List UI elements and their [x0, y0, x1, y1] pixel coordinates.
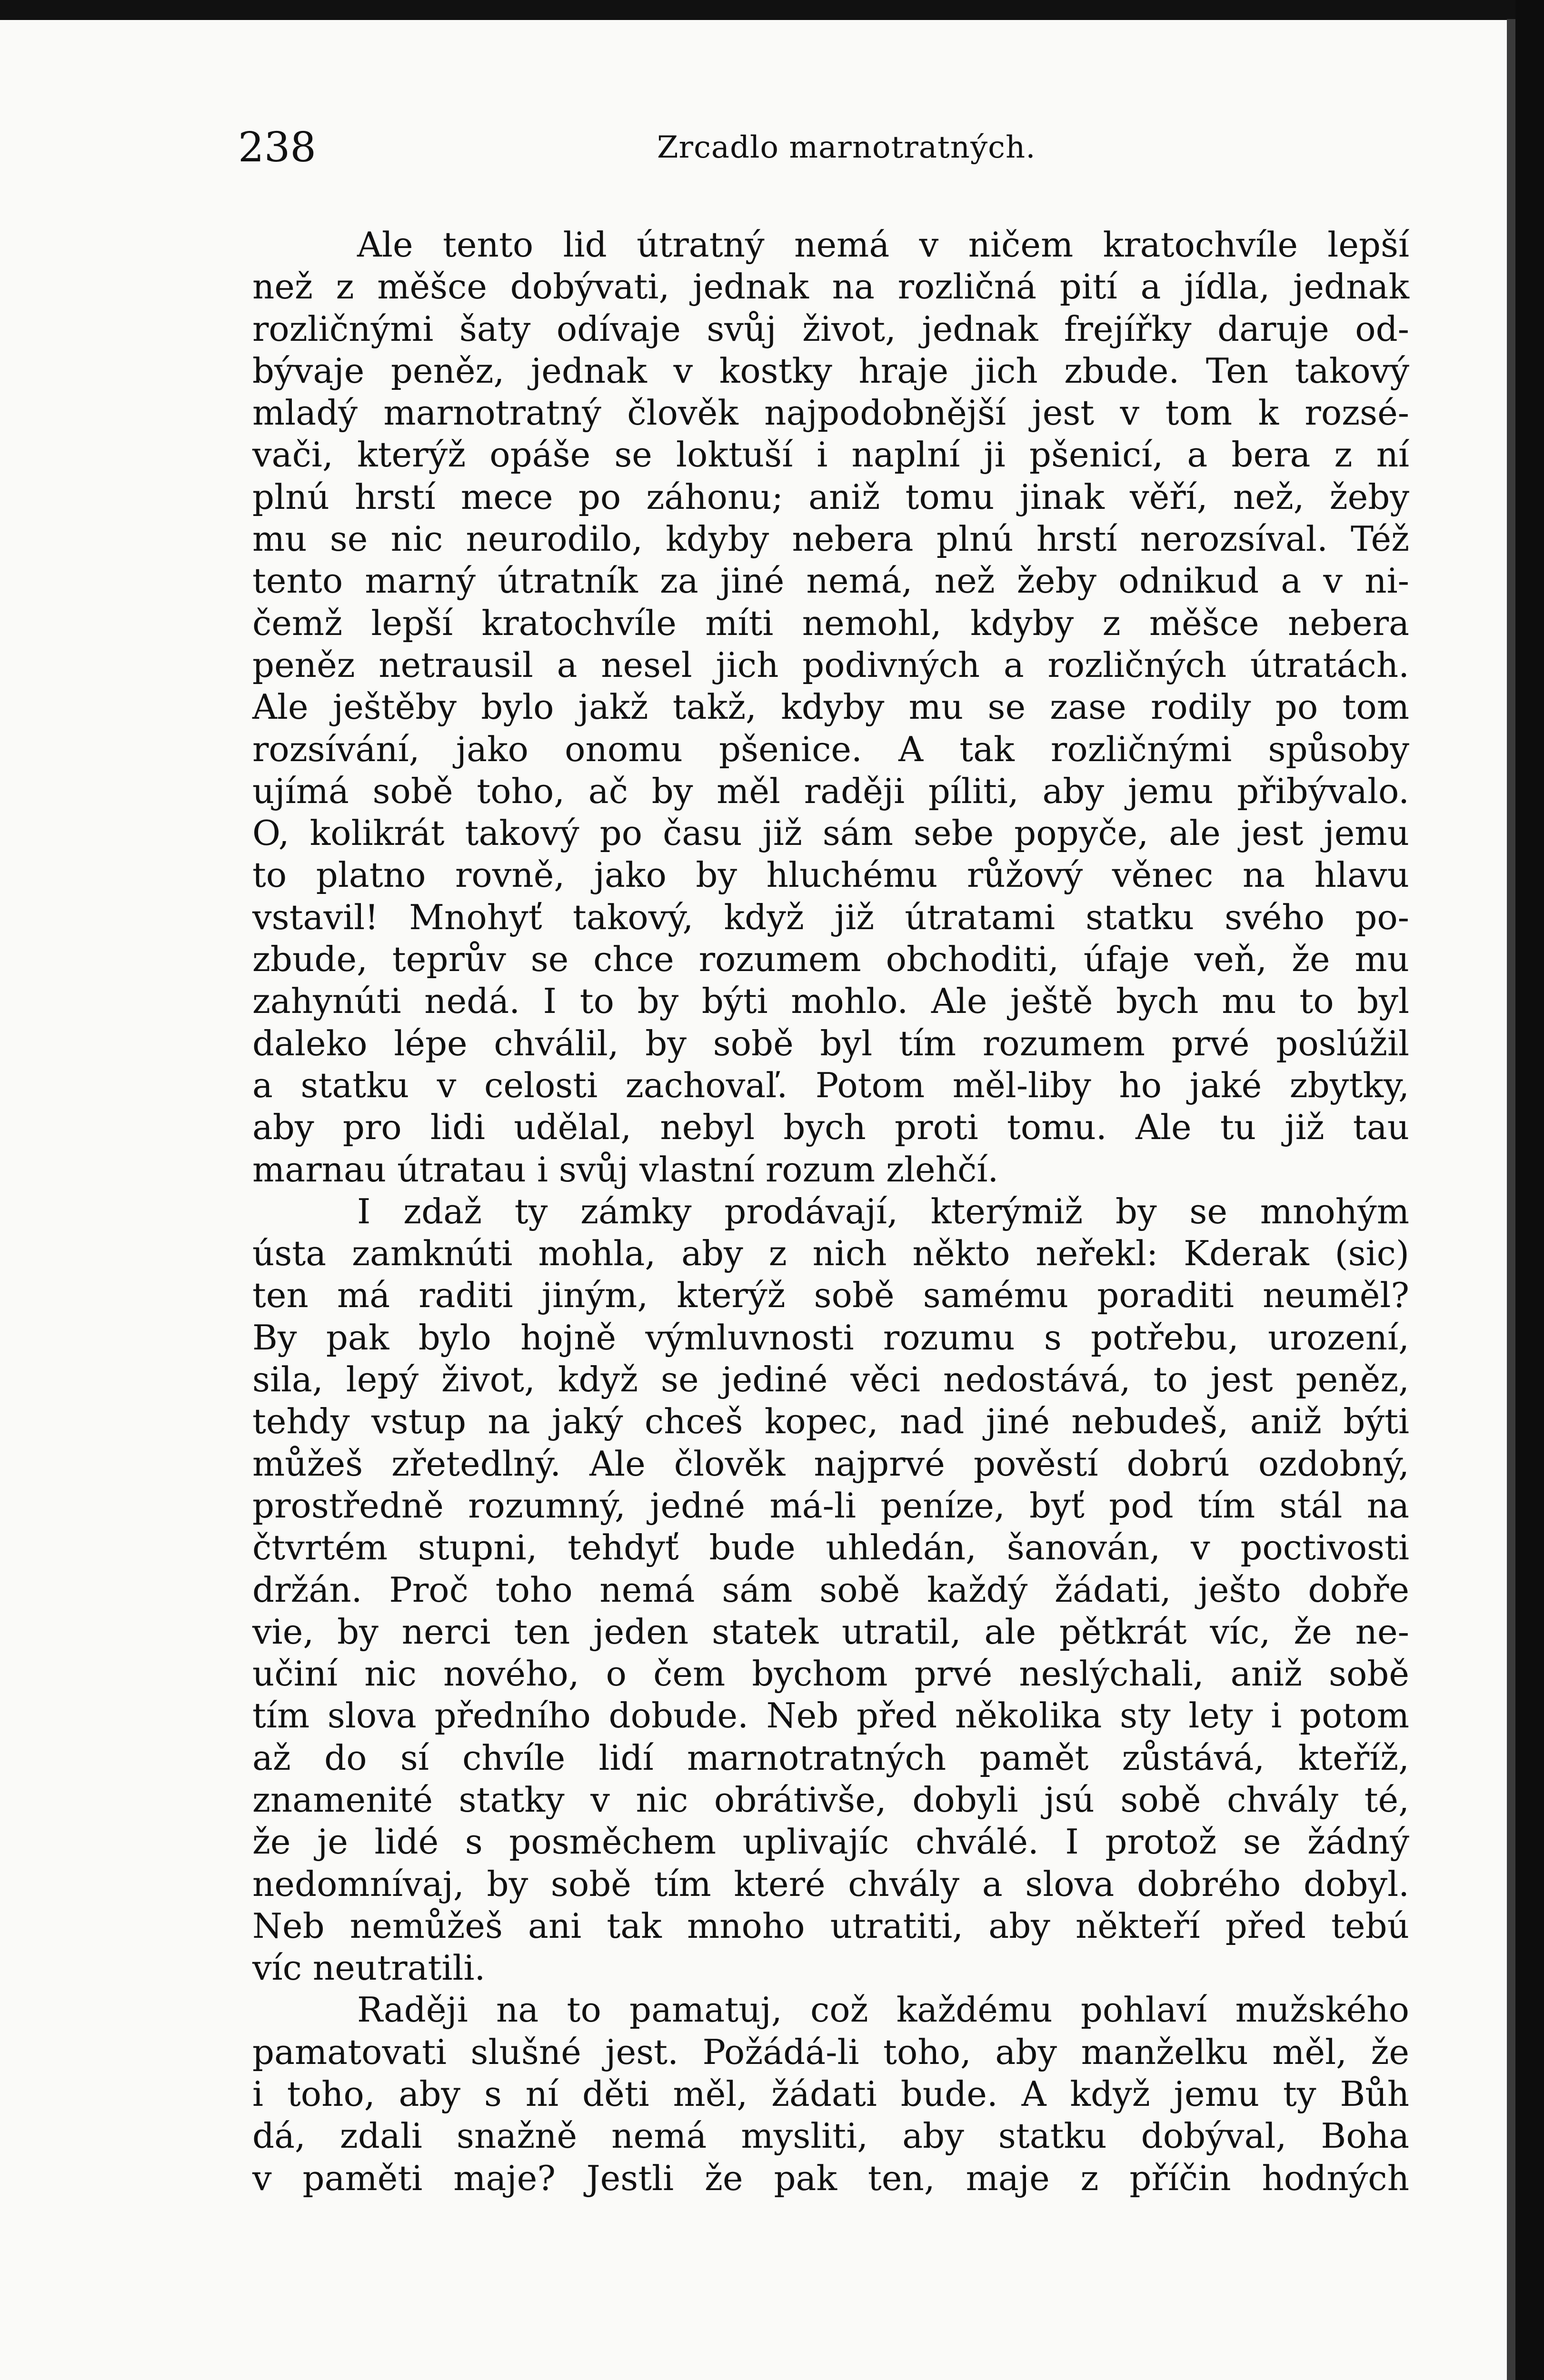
- text-line: bývaje peněz, jednak v kostky hraje jich zbude. Ten takový: [252, 350, 1409, 391]
- text-line: ujímá sobě toho, ač by měl raději píliti, aby jemu přibývalo.: [252, 771, 1409, 811]
- text-line: O, kolikrát takový po času již sám sebe popyče, ale jest jemu: [252, 813, 1409, 853]
- text-line: plnú hrstí mece po záhonu; aniž tomu jinak věří, než, žeby: [252, 476, 1409, 517]
- running-title: Zrcadlo marnotratných.: [657, 130, 1036, 165]
- text-line: mladý marnotratný člověk najpodobnější jest v tom k rozsé-: [252, 393, 1409, 433]
- paragraph-2: [252, 1190, 1409, 1989]
- text-line: můžeš zřetedlný. Ale člověk najprvé pověstí dobrú ozdobný,: [252, 1443, 1409, 1484]
- text-line: marnau útratau i svůj vlastní rozum zlehčí.: [252, 1149, 999, 1190]
- text-line: tím slova předního dobude. Neb před několika sty lety i potom: [252, 1696, 1409, 1736]
- paragraph-1: [252, 224, 1409, 1190]
- text-line: držán. Proč toho nemá sám sobě každý žádati, ješto dobře: [252, 1569, 1409, 1610]
- text-line: Raději na to pamatuj, což každému pohlaví mužského: [357, 1990, 1409, 2030]
- text-line: daleko lépe chválil, by sobě byl tím rozumem prvé poslúžil: [252, 1023, 1409, 1063]
- text-line: nedomnívaj, by sobě tím které chvály a slova dobrého dobyl.: [252, 1864, 1409, 1904]
- text-line: rozsívání, jako onomu pšenice. A tak rozličnými spůsoby: [252, 729, 1409, 769]
- text-line: znamenité statky v nic obrátivše, dobyli jsú sobě chvály té,: [252, 1779, 1409, 1820]
- scan-gutter-shadow: [1507, 19, 1515, 2380]
- text-line: než z měšce dobývati, jednak na rozličná pití a jídla, jednak: [252, 267, 1409, 307]
- scan-right-edge: [1515, 0, 1544, 2380]
- text-line: tento marný útratník za jiné nemá, než žeby odnikud a v ni-: [252, 561, 1409, 601]
- text-line: v paměti maje? Jestli že pak ten, maje z příčin hodných: [252, 2158, 1409, 2198]
- text-line: aby pro lidi udělal, nebyl bych proti tomu. Ale tu již tau: [252, 1107, 1409, 1148]
- text-line: ten má raditi jiným, kterýž sobě samému poraditi neuměl?: [252, 1275, 1409, 1316]
- text-line: pamatovati slušné jest. Požádá-li toho, aby manželku měl, že: [252, 2032, 1409, 2072]
- text-line: I zdaž ty zámky prodávají, kterýmiž by se mnohým: [357, 1191, 1409, 1231]
- text-line: prostředně rozumný, jedné má-li peníze, byť pod tím stál na: [252, 1485, 1409, 1526]
- text-line: zahynúti nedá. I to by býti mohlo. Ale ještě bych mu to byl: [252, 981, 1409, 1021]
- text-line: čemž lepší kratochvíle míti nemohl, kdyby z měšce nebera: [252, 603, 1409, 643]
- page-number: 238: [238, 124, 317, 171]
- page-header: [238, 121, 1409, 174]
- text-line: i toho, aby s ní děti měl, žádati bude. A když jemu ty Bůh: [252, 2074, 1409, 2114]
- text-line: vači, kterýž opáše se loktuší i naplní ji pšenicí, a bera z ní: [252, 435, 1409, 475]
- text-line: Ale tento lid útratný nemá v ničem kratochvíle lepší: [357, 225, 1409, 265]
- text-line: peněz netrausil a nesel jich podivných a rozličných útratách.: [252, 645, 1409, 685]
- text-line: a statku v celosti zachovaľ. Potom měl-liby ho jaké zbytky,: [252, 1065, 1409, 1105]
- text-line: to platno rovně, jako by hluchému růžový věnec na hlavu: [252, 855, 1409, 895]
- text-line: ústa zamknúti mohla, aby z nich někto neřekl: Kderak (sic): [252, 1233, 1409, 1274]
- text-line: učiní nic nového, o čem bychom prvé neslýchali, aniž sobě: [252, 1654, 1409, 1694]
- text-line: Neb nemůžeš ani tak mnoho utratiti, aby někteří před tebú: [252, 1905, 1409, 1946]
- text-line: víc neutratili.: [252, 1948, 486, 1988]
- text-line: dá, zdali snažně nemá mysliti, aby statku dobýval, Boha: [252, 2116, 1409, 2156]
- body-text: [252, 224, 1409, 2199]
- text-line: vstavil! Mnohyť takový, když již útratami statku svého po-: [252, 897, 1409, 937]
- scan-top-edge: [0, 0, 1544, 20]
- text-line: vie, by nerci ten jeden statek utratil, ale pětkrát víc, že ne-: [252, 1611, 1409, 1652]
- text-line: čtvrtém stupni, tehdyť bude uhledán, šanován, v poctivosti: [252, 1527, 1409, 1568]
- paragraph-3: [252, 1989, 1409, 2199]
- text-line: rozličnými šaty odívaje svůj život, jednak frejířky daruje od-: [252, 308, 1409, 349]
- text-line: zbude, teprův se chce rozumem obchoditi, úfaje veň, že mu: [252, 939, 1409, 980]
- text-line: Ale ještěby bylo jakž takž, kdyby mu se zase rodily po tom: [252, 687, 1409, 727]
- text-line: tehdy vstup na jaký chceš kopec, nad jiné nebudeš, aniž býti: [252, 1401, 1409, 1442]
- text-line: mu se nic neurodilo, kdyby nebera plnú hrstí nerozsíval. Též: [252, 519, 1409, 559]
- text-line: až do sí chvíle lidí marnotratných pamět zůstává, kteříž,: [252, 1737, 1409, 1778]
- text-line: že je lidé s posměchem uplivajíc chválé. I protož se žádný: [252, 1822, 1409, 1862]
- text-line: By pak bylo hojně výmluvnosti rozumu s potřebu, urození,: [252, 1317, 1409, 1358]
- text-line: sila, lepý život, když se jediné věci nedostává, to jest peněz,: [252, 1359, 1409, 1400]
